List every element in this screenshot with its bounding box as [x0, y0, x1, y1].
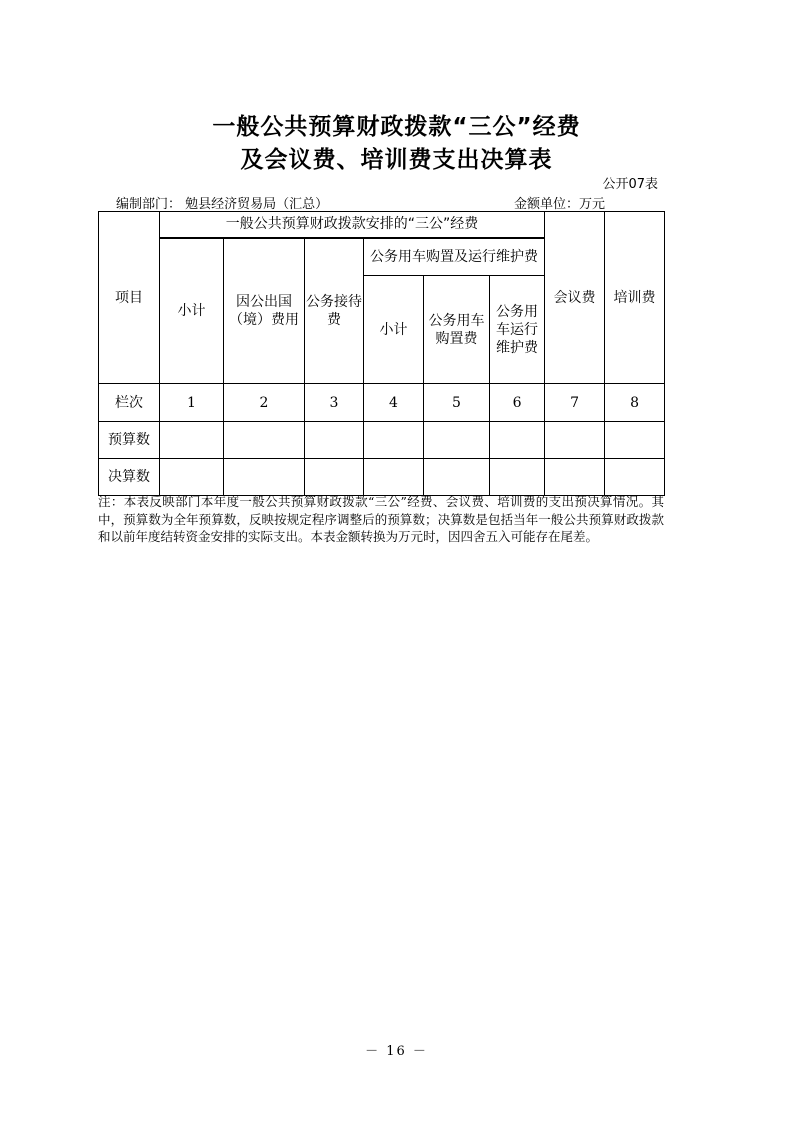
- header-subtotal: 小计: [160, 238, 224, 384]
- col-number: 5: [424, 384, 490, 422]
- empty-cell: [545, 459, 605, 496]
- header-item: 项目: [99, 212, 160, 384]
- row-budget-label: 预算数: [99, 422, 160, 459]
- page-number: － 16 －: [365, 1044, 428, 1059]
- empty-cell: [305, 422, 364, 459]
- form-number: 公开07表: [602, 177, 658, 192]
- col-number: 8: [605, 384, 665, 422]
- page-title-line2: 及会议费、培训费支出决算表: [240, 147, 553, 173]
- row-index-label: 栏次: [99, 384, 160, 422]
- expenditure-table: [98, 211, 665, 496]
- empty-cell: [490, 422, 545, 459]
- empty-cell: [490, 459, 545, 496]
- header-training-fee: 培训费: [605, 212, 665, 384]
- empty-cell: [224, 459, 305, 496]
- empty-cell: [160, 459, 224, 496]
- empty-cell: [364, 459, 424, 496]
- col-number: 1: [160, 384, 224, 422]
- empty-cell: [305, 459, 364, 496]
- header-vehicle-subtotal: 小计: [364, 276, 424, 384]
- header-reception-fee: 公务接待费: [305, 238, 364, 384]
- empty-cell: [224, 422, 305, 459]
- header-vehicle-purchase: 公务用车购置费: [424, 276, 490, 384]
- money-unit: 金额单位：万元: [514, 197, 606, 212]
- empty-cell: [605, 422, 665, 459]
- header-meeting-fee: 会议费: [545, 212, 605, 384]
- header-vehicle-group: 公务用车购置及运行维护费: [364, 238, 545, 276]
- row-final-label: 决算数: [99, 459, 160, 496]
- col-number: 4: [364, 384, 424, 422]
- header-three-public-group: 一般公共预算财政拨款安排的“三公”经费: [160, 212, 545, 238]
- empty-cell: [160, 422, 224, 459]
- header-abroad-fee: 因公出国（境）费用: [224, 238, 305, 384]
- empty-cell: [424, 422, 490, 459]
- empty-cell: [424, 459, 490, 496]
- col-number: 3: [305, 384, 364, 422]
- footnote: 注：本表反映部门本年度一般公共预算财政拨款“三公”经费、会议费、培训费的支出预决算情况。其中，预算数为全年预算数，反映按规定程序调整后的预算数；决算数是包括当年一般公共预算财政拨款和以前年度结转资金安排的实际支出。本表金额转换为万元时，因四舍五入可能存在尾差。: [98, 494, 664, 544]
- empty-cell: [605, 459, 665, 496]
- header-vehicle-operation: 公务用车运行维护费: [490, 276, 545, 384]
- empty-cell: [545, 422, 605, 459]
- col-number: 7: [545, 384, 605, 422]
- page-title-line1: 一般公共预算财政拨款“三公”经费: [212, 114, 581, 140]
- col-number: 6: [490, 384, 545, 422]
- empty-cell: [364, 422, 424, 459]
- compiling-department: 编制部门： 勉县经济贸易局（汇总）: [116, 197, 329, 212]
- col-number: 2: [224, 384, 305, 422]
